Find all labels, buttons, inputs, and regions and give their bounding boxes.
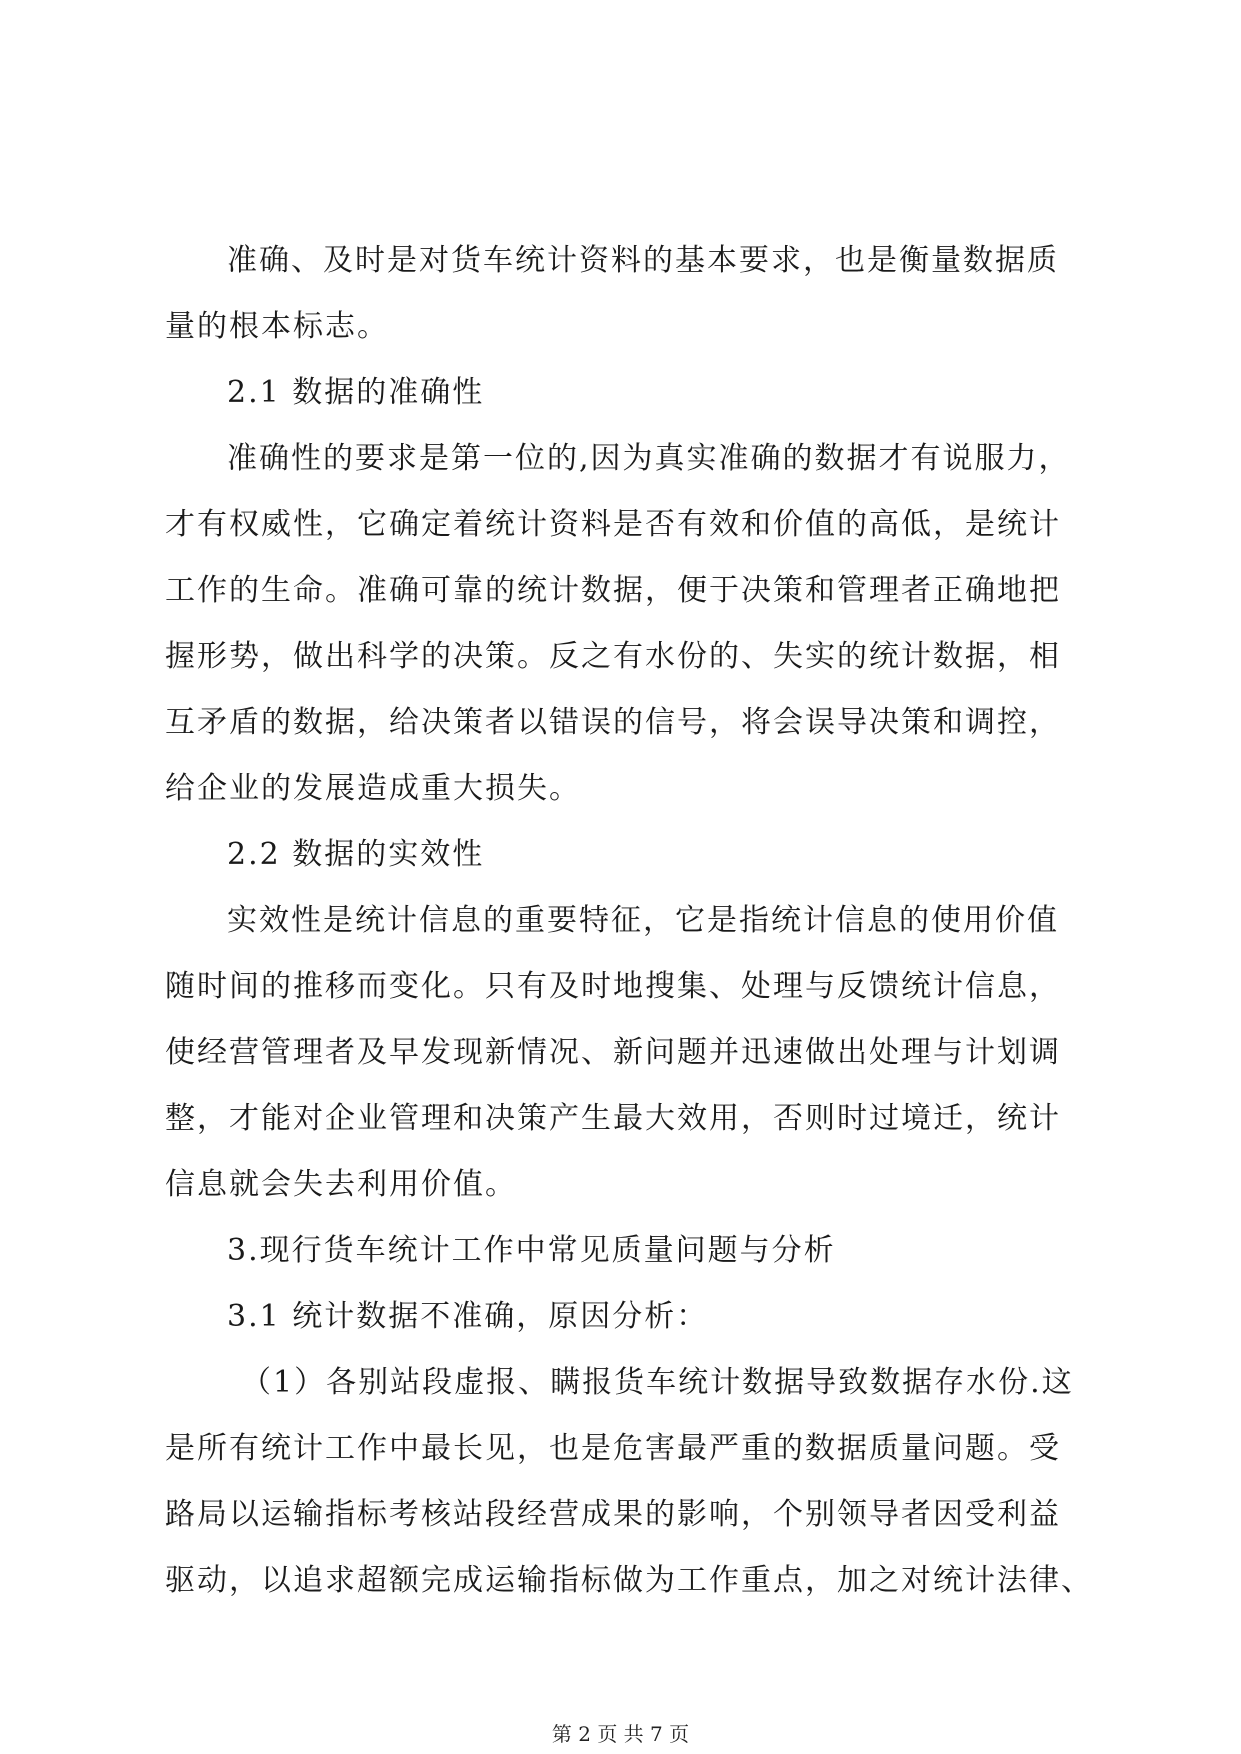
- paragraph-line: 实效性是统计信息的重要特征，它是指统计信息的使用价值: [227, 903, 1059, 938]
- paragraph-line: 量的根本标志。: [165, 309, 389, 344]
- paragraph-line: 握形势，做出科学的决策。反之有水份的、失实的统计数据，相: [165, 639, 1061, 674]
- paragraph-line: 准确性的要求是第一位的,因为真实准确的数据才有说服力，: [227, 441, 1071, 476]
- paragraph-line: 使经营管理者及早发现新情况、新问题并迅速做出处理与计划调: [165, 1035, 1061, 1070]
- section-heading: 2.2 数据的实效性: [227, 837, 485, 872]
- paragraph-line: 路局以运输指标考核站段经营成果的影响，个别领导者因受利益: [165, 1497, 1061, 1532]
- document-body: [165, 228, 1093, 1614]
- paragraph-line: 互矛盾的数据，给决策者以错误的信号，将会误导决策和调控，: [165, 705, 1061, 740]
- paragraph-line: 是所有统计工作中最长见，也是危害最严重的数据质量问题。受: [165, 1431, 1061, 1466]
- section-heading: 3.现行货车统计工作中常见质量问题与分析: [227, 1233, 836, 1268]
- paragraph-line: 工作的生命。准确可靠的统计数据，便于决策和管理者正确地把: [165, 573, 1061, 608]
- paragraph-line: 才有权威性，它确定着统计资料是否有效和价值的高低，是统计: [165, 507, 1061, 542]
- paragraph-line: 驱动，以追求超额完成运输指标做为工作重点，加之对统计法律、: [165, 1563, 1093, 1598]
- paragraph-line: 给企业的发展造成重大损失。: [165, 771, 581, 806]
- page-footer: 第 2 页 共 7 页: [551, 1722, 690, 1746]
- section-heading: 3.1 统计数据不准确，原因分析：: [227, 1299, 709, 1334]
- paragraph-line: （1）各别站段虚报、瞒报货车统计数据导致数据存水份.这: [241, 1365, 1074, 1400]
- section-heading: 2.1 数据的准确性: [227, 375, 485, 410]
- paragraph-line: 整，才能对企业管理和决策产生最大效用，否则时过境迁，统计: [165, 1101, 1061, 1136]
- paragraph-line: 信息就会失去利用价值。: [165, 1167, 517, 1202]
- paragraph-line: 准确、及时是对货车统计资料的基本要求，也是衡量数据质: [227, 243, 1059, 278]
- paragraph-line: 随时间的推移而变化。只有及时地搜集、处理与反馈统计信息，: [165, 969, 1061, 1004]
